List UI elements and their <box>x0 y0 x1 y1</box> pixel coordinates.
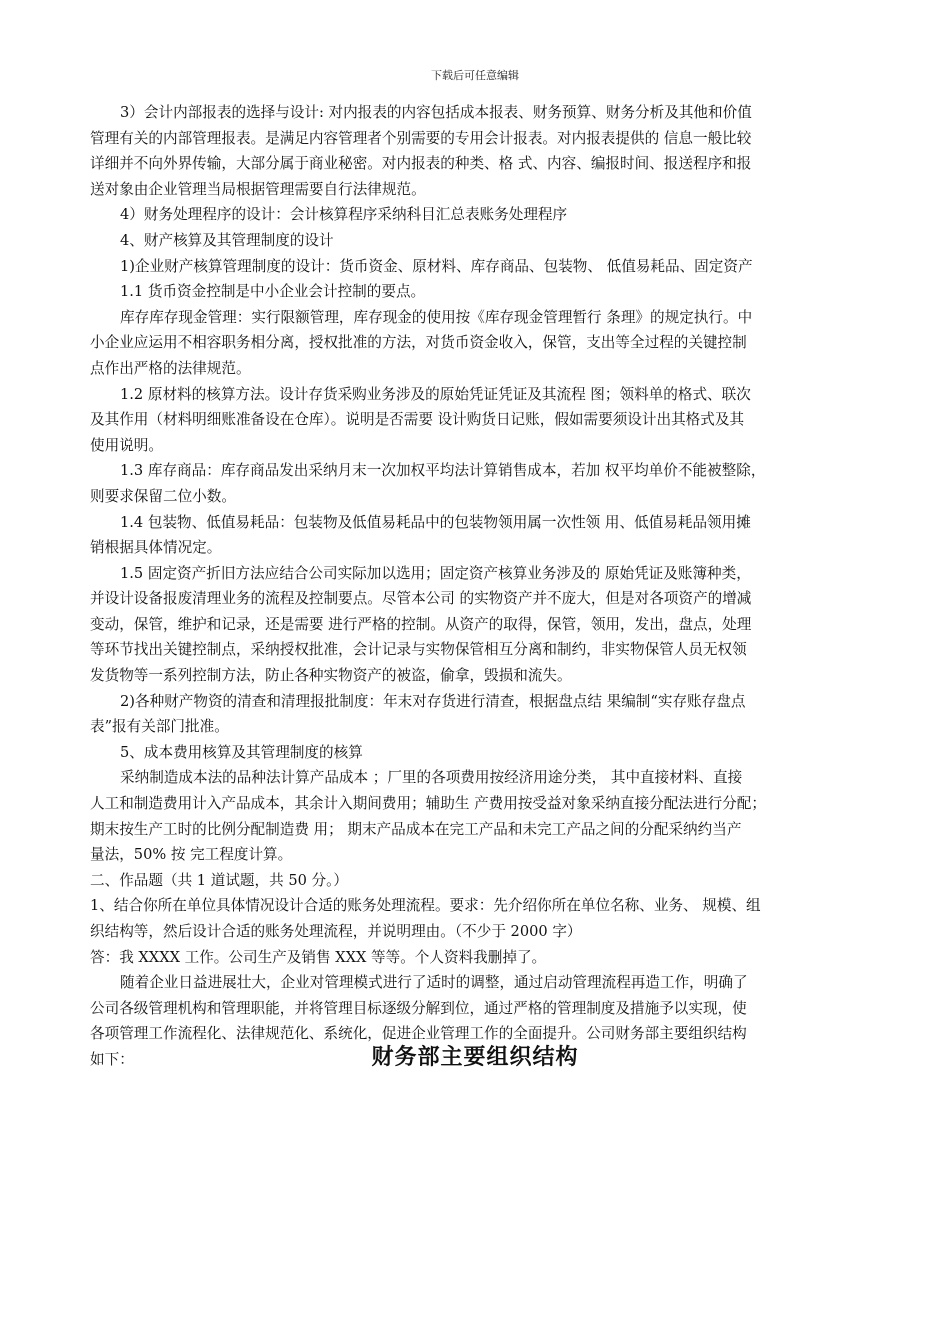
text-line: 及其作用（材料明细账准备设在仓库）。说明是否需要 设计购货日记账，假如需要须设计出其格式及其 <box>90 411 745 429</box>
text-line: 量法，50% 按 完工程度计算。 <box>90 846 293 864</box>
page-header-note: 下载后可任意编辑 <box>431 69 519 82</box>
text-line: 1、结合你所在单位具体情况设计合适的账务处理流程。要求：先介绍你所在单位名称、业务、 规模、组 <box>90 897 761 915</box>
text-line: 等环节找出关键控制点，采纳授权批准，会计记录与实物保管相互分离和制约，非实物保管人员无权领 <box>90 641 747 659</box>
text-line: 并设计设备报废清理业务的流程及控制要点。尽管本公司 的实物资产并不庞大，但是对各项资产的增减 <box>90 590 752 608</box>
text-line: 各项管理工作流程化、法律规范化、系统化，促进企业管理工作的全面提升。公司财务部主要组织结构 <box>90 1025 747 1043</box>
text-line: 5、成本费用核算及其管理制度的核算 <box>120 743 363 761</box>
text-line: 期末按生产工时的比例分配制造费 用； 期末产品成本在完工产品和未完工产品之间的分配采纳约当产 <box>90 820 742 838</box>
text-line: 管理有关的内部管理报表。是满足内容管理者个别需要的专用会计报表。对内报表提供的 信息一般比较 <box>90 129 752 147</box>
text-line: 4、财产核算及其管理制度的设计 <box>120 231 334 249</box>
text-line: 随着企业日益进展壮大，企业对管理模式进行了适时的调整，通过启动管理流程再造工作，明确了 <box>120 974 748 992</box>
text-line: 表”报有关部门批准。 <box>90 718 229 736</box>
text-line: 详细并不向外界传输，大部分属于商业秘密。对内报表的种类、格 式、内容、编报时间、报送程序和报 <box>90 155 752 173</box>
text-line: 4）财务处理程序的设计：会计核算程序采纳科目汇总表账务处理程序 <box>120 206 568 224</box>
text-line: 送对象由企业管理当局根据管理需要自行法律规范。 <box>90 180 426 198</box>
text-line: 采纳制造成本法的品种法计算产品成本 ；厂里的各项费用按经济用途分类， 其中直接材料、直接 <box>120 769 743 787</box>
text-line: 织结构等，然后设计合适的账务处理流程，并说明理由。（不少于 2000 字） <box>90 923 582 940</box>
text-line: 3）会计内部报表的选择与设计: 对内报表的内容包括成本报表、财务预算、财务分析及其他和价值 <box>120 104 752 121</box>
text-line: 发货物等一系列控制方法，防止各种实物资产的被盗，偷拿，毁损和流失。 <box>90 667 572 685</box>
text-line: 人工和制造费用计入产品成本，其余计入期间费用；辅助生 产费用按受益对象采纳直接分配法进行分配； <box>90 795 766 813</box>
text-line: 1.3 库存商品：库存商品发出采纳月末一次加权平均法计算销售成本，若加 权平均单价不能被整除， <box>120 462 766 480</box>
text-line: 1.4 包装物、低值易耗品：包装物及低值易耗品中的包装物领用属一次性领 用、低值易耗品领用摊 <box>120 513 751 531</box>
text-line: 小企业应运用不相容职务相分离，授权批准的方法，对货币资金收入，保管，支出等全过程的关键控制 <box>90 334 747 352</box>
text-line: 则要求保留二位小数。 <box>90 487 236 505</box>
text-line: 点作出严格的法律规范。 <box>90 359 251 377</box>
text-line: 使用说明。 <box>90 436 163 454</box>
section-title: 财务部主要组织结构 <box>371 1045 579 1070</box>
text-line: 1.1 货币资金控制是中小企业会计控制的要点。 <box>120 283 426 301</box>
document-body <box>90 100 862 1073</box>
text-line: 1.5 固定资产折旧方法应结合公司实际加以选用；固定资产核算业务涉及的 原始凭证及账簿种类， <box>120 564 751 582</box>
text-line: 库存库存现金管理：实行限额管理，库存现金的使用按《库存现金管理暂行 条理》的规定执行。中 <box>120 308 753 326</box>
text-line: 公司各级管理机构和管理职能，并将管理目标逐级分解到位，通过严格的管理制度及措施予以实现，使 <box>90 999 747 1017</box>
text-line: 变动，保管，维护和记录，还是需要 进行严格的控制。从资产的取得，保管，领用，发出，盘点，处理 <box>90 615 752 633</box>
text-line: 1.2 原材料的核算方法。设计存货采购业务涉及的原始凭证凭证及其流程 图；领料单的格式、联次 <box>120 385 751 403</box>
text-line: 1)企业财产核算管理制度的设计：货币资金、原材料、库存商品、包装物、 低值易耗品、固定资产 <box>120 257 753 275</box>
text-line: 如下： <box>90 1050 134 1068</box>
text-line: 二、作品题（共 1 道试题，共 50 分。） <box>90 871 349 889</box>
text-line: 答：我 XXXX 工作。公司生产及销售 XXX 等等。个人资料我删掉了。 <box>90 948 547 966</box>
text-line: 2)各种财产物资的清查和清理报批制度：年末对存货进行清查，根据盘点结 果编制“实存账存盘点 <box>120 692 746 710</box>
text-line: 销根据具体情况定。 <box>90 539 222 557</box>
